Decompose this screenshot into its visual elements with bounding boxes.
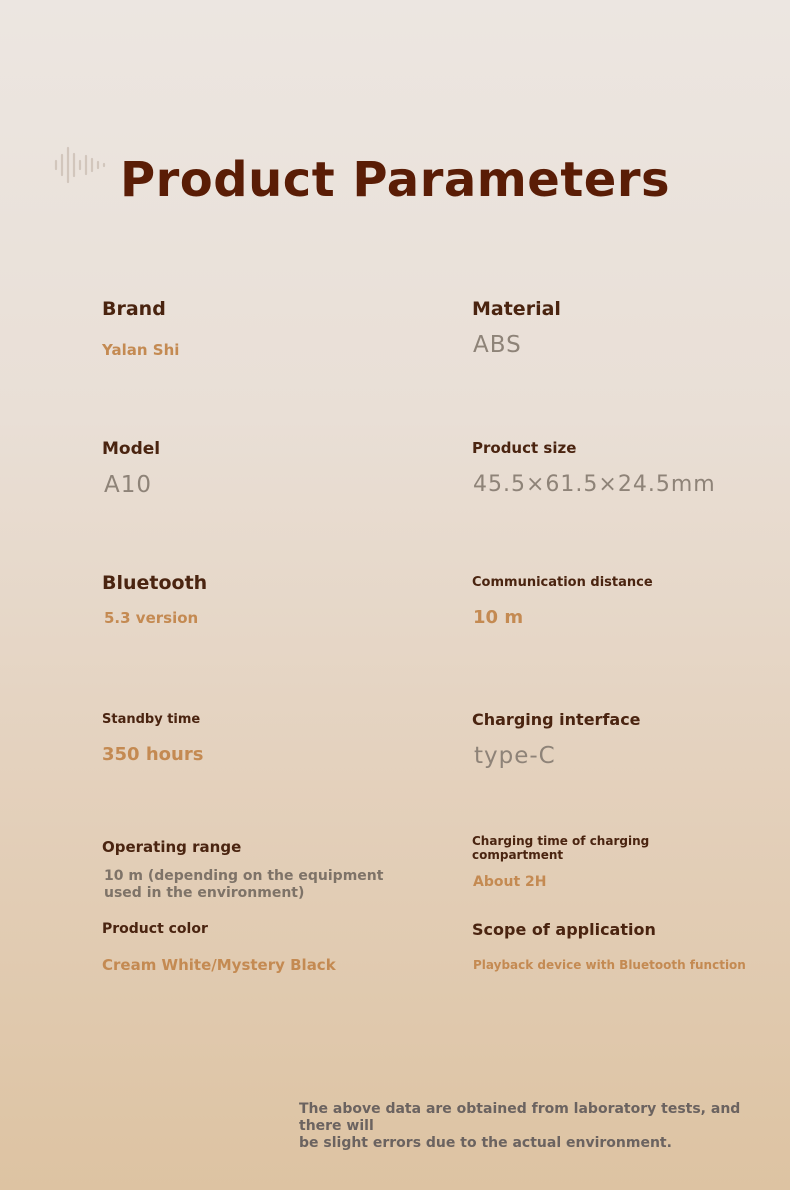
scope-value: Playback device with Bluetooth function xyxy=(473,958,746,972)
disclaimer-line2: be slight errors due to the actual environment. xyxy=(299,1135,672,1151)
material-label: Material xyxy=(472,298,561,320)
disclaimer-note xyxy=(299,1101,785,1152)
scope-label: Scope of application xyxy=(472,920,656,939)
brand-value: Yalan Shi xyxy=(102,341,180,359)
charging-interface-value: type-C xyxy=(474,743,556,769)
operating-range-value-line2: used in the environment) xyxy=(104,885,305,901)
model-value: A10 xyxy=(104,472,153,498)
standby-time-value: 350 hours xyxy=(102,744,204,765)
charging-interface-label: Charging interface xyxy=(472,710,641,729)
model-label: Model xyxy=(102,439,161,459)
communication-distance-label: Communication distance xyxy=(472,575,653,590)
disclaimer-line1: The above data are obtained from laboratory tests, and there will xyxy=(299,1101,741,1134)
material-value: ABS xyxy=(473,332,522,358)
bluetooth-value: 5.3 version xyxy=(104,609,199,627)
product-color-value: Cream White/Mystery Black xyxy=(102,956,336,974)
brand-label: Brand xyxy=(102,298,166,320)
charging-time-label-line1: Charging time of charging xyxy=(472,834,650,848)
operating-range-label: Operating range xyxy=(102,838,242,856)
page-title: Product Parameters xyxy=(119,152,671,208)
operating-range-value-line1: 10 m (depending on the equipment xyxy=(104,868,384,884)
product-color-label: Product color xyxy=(102,921,208,937)
communication-distance-value: 10 m xyxy=(473,607,524,628)
bluetooth-label: Bluetooth xyxy=(102,572,208,594)
product-size-value: 45.5×61.5×24.5mm xyxy=(473,472,716,497)
charging-time-label-line2: compartment xyxy=(472,848,564,862)
product-size-label: Product size xyxy=(472,439,577,457)
standby-time-label: Standby time xyxy=(102,712,201,727)
charging-time-value: About 2H xyxy=(473,874,547,890)
